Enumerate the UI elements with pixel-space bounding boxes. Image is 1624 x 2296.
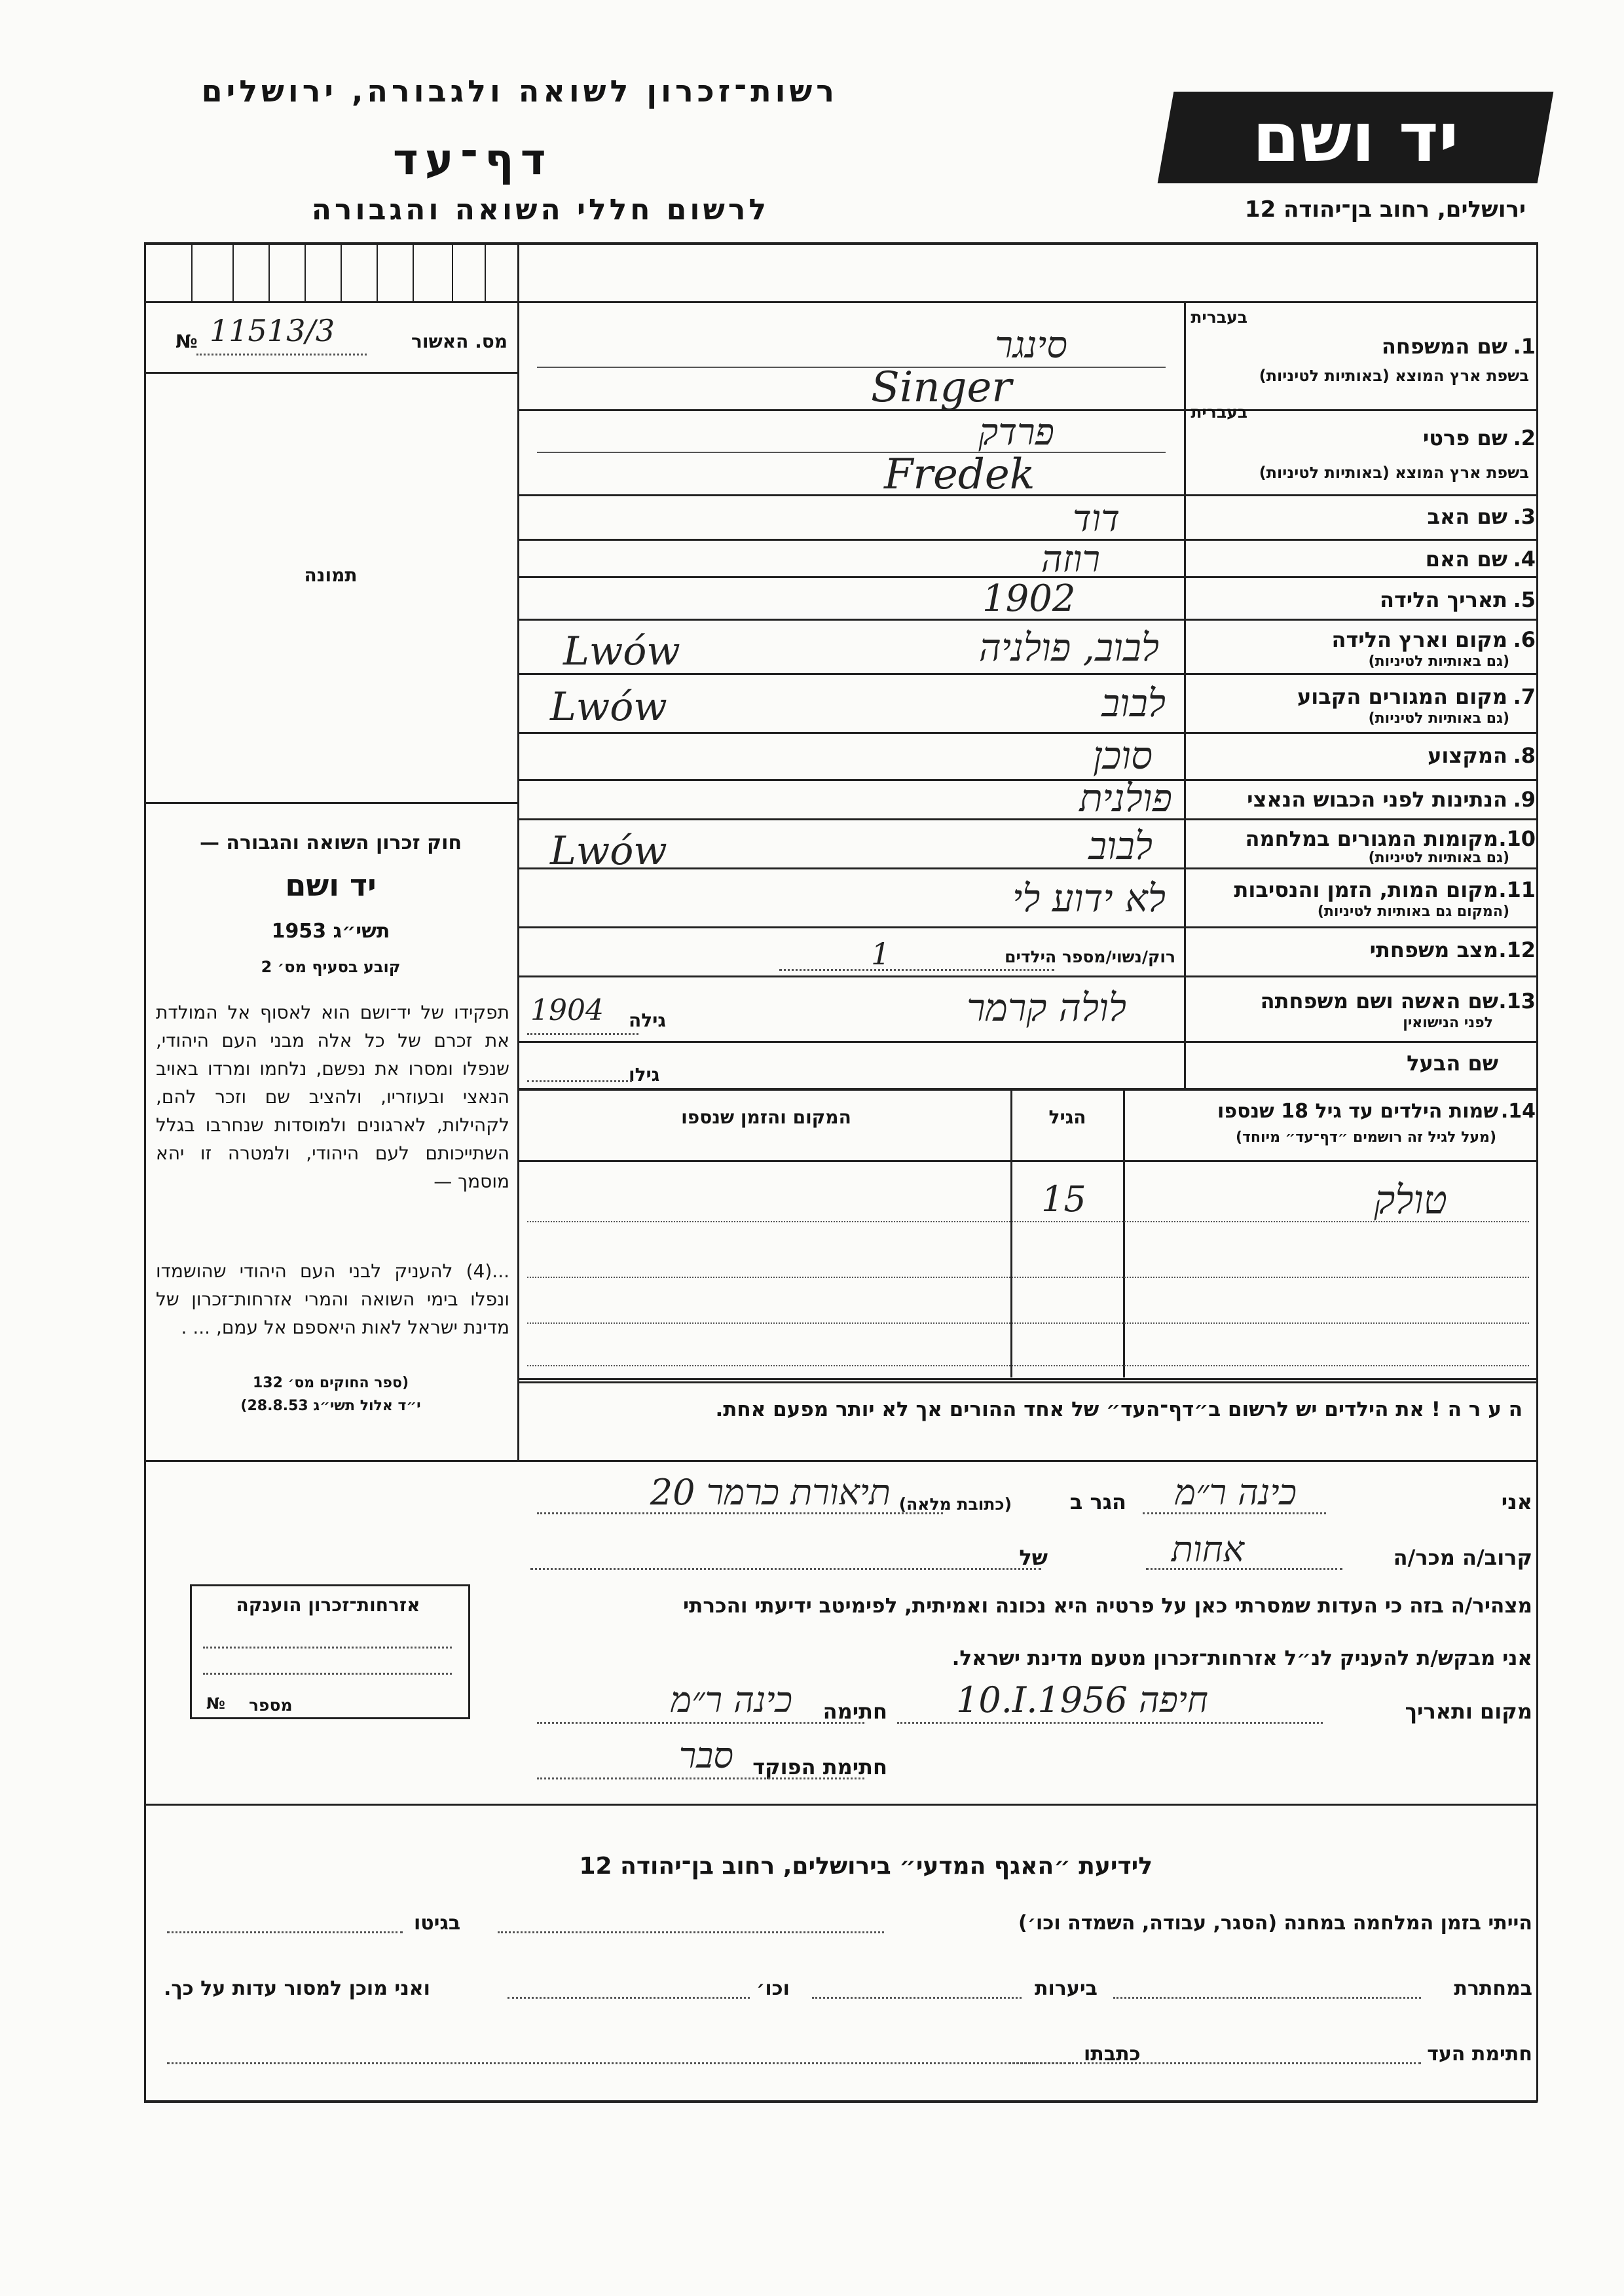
field-1-value-hebrew: סינגר bbox=[995, 324, 1067, 367]
field-1-hebrew-tag: בעברית bbox=[1190, 308, 1247, 327]
field-2-origin-note: בשפת ארץ המוצא (באותיות לטיניות) bbox=[1259, 464, 1529, 482]
photo-label: תמונה bbox=[304, 564, 358, 586]
field-6-label: מקום וארץ הלידה bbox=[1331, 627, 1507, 652]
witness-resides-label: הגר ב bbox=[1069, 1489, 1126, 1514]
field-5-value: 1902 bbox=[982, 577, 1076, 620]
field-3-value: דוד bbox=[1072, 498, 1120, 540]
yad-vashem-logo bbox=[1158, 92, 1554, 183]
field-5-label: תאריך הלידה bbox=[1379, 587, 1507, 612]
field-10-note: (גם באותיות לטיניות) bbox=[1368, 850, 1509, 866]
bottom-line1-b: בגיטו bbox=[414, 1912, 461, 1935]
law-title: חוק זכרון השואה והגבורה — bbox=[199, 831, 462, 854]
reg-value: 11513/3 bbox=[210, 313, 335, 348]
field-3-label: שם האב bbox=[1427, 504, 1507, 529]
field-4-label: שם האם bbox=[1425, 547, 1507, 572]
bottom-line2-c: וכו׳ bbox=[756, 1977, 790, 2000]
field-2-num: 2. bbox=[1513, 426, 1536, 450]
field-7-label: מקום המגורים הקבוע bbox=[1297, 684, 1507, 709]
bottom-line2-b: ביערות bbox=[1035, 1977, 1098, 2000]
field-13-note: לפני הנישואין bbox=[1403, 1015, 1493, 1031]
reg-no-sign: № bbox=[175, 331, 198, 352]
law-text-2: ...(4) להעניק לבני העם היהודי שהושמדו ונפלו בימי השואה והמרי אזרחות־זכרון של מדינת ישראל לאות היאספם אל עמם, ... . bbox=[156, 1260, 509, 1338]
field-13-age-value: 1904 bbox=[530, 994, 604, 1027]
children-note: (מעל לגיל זה רושמים ״דף־עד״ מיוחד) bbox=[1235, 1129, 1496, 1146]
field-11-value: לא ידוע לי bbox=[1012, 876, 1166, 920]
bottom-line3-b: כתבתו bbox=[1084, 2043, 1141, 2066]
field-9-num: 9. bbox=[1513, 787, 1536, 812]
law-text-1: תפקידו של יד־ושם הוא לאסוף אל המולדת את זכרם של כל אלה מבני העם היהודי, שנפלו ומסרו את נפשם, נלחמו ומרדו באויב הנאצי ובעוזריו, ולהציב שם וזכר להם, לקהילות, לארגונים ולמוסדות שנחרבו בגלל השתייכותם לעם היהודי, ולמטרה זו יהא מוסמך — bbox=[156, 1002, 509, 1192]
law-name: יד ושם bbox=[285, 867, 377, 903]
form-subtitle: לרשום חללי השואה והגבורה bbox=[311, 193, 769, 227]
field-6-note: (גם באותיות לטיניות) bbox=[1368, 653, 1509, 670]
witness-relative-label: קרוב/ה מכר/ה bbox=[1393, 1545, 1532, 1570]
husband-age-label: גילו bbox=[629, 1064, 660, 1085]
field-3-num: 3. bbox=[1513, 504, 1536, 529]
field-7-value-hebrew: לבוב bbox=[1101, 681, 1166, 725]
field-7-note: (גם באותיות לטיניות) bbox=[1368, 710, 1509, 727]
law-year: תשי״ג 1953 bbox=[271, 920, 390, 943]
authority-name: רשות־זכרון לשואה ולגבורה, ירושלים bbox=[201, 73, 838, 109]
bottom-line1-a: הייתי בזמן המלחמה במחנה (הסגר, עבודה, השמדה וכו׳) bbox=[1018, 1912, 1532, 1935]
law-source: (ספר החוקים מס׳ 132 bbox=[252, 1375, 409, 1391]
field-5-num: 5. bbox=[1513, 587, 1536, 612]
children-num: 14. bbox=[1500, 1100, 1536, 1123]
field-10-value-hebrew: לבוב bbox=[1088, 824, 1153, 868]
law-date: י״ד אלול תשי״ג 28.8.53) bbox=[240, 1398, 421, 1414]
field-10-num: 10. bbox=[1498, 826, 1536, 851]
field-2-value-latin: Fredek bbox=[884, 450, 1035, 499]
witness-place-date-label: מקום ותאריך bbox=[1405, 1699, 1532, 1724]
field-10-label: מקומות המגורים במלחמה bbox=[1245, 826, 1498, 851]
witness-declaration: מצהיר/ה בזה כי העדות שמסרתי כאן על פרטיה היא נכונה ואמיתית, לפימיטב ידיעתי והכרתי bbox=[683, 1594, 1532, 1618]
field-12-note: רוק/נשוי/מספר הילדים bbox=[1005, 947, 1175, 966]
citizenship-no-sign: № bbox=[206, 1694, 225, 1713]
form-title: דף־עד bbox=[393, 134, 553, 185]
husband-label: שם הבעל bbox=[1407, 1051, 1498, 1076]
field-8-value: סוכן bbox=[1093, 733, 1153, 778]
law-clause: קובע בסעיף מס׳ 2 bbox=[261, 958, 401, 976]
witness-address-value: תיאורת כרמר 20 bbox=[650, 1472, 891, 1513]
field-1-value-latin: Singer bbox=[871, 363, 1012, 412]
field-9-label: הנתינות לפני הכבוש הנאצי bbox=[1247, 787, 1507, 812]
field-10-value-latin: Lwów bbox=[550, 828, 667, 874]
field-1-label: שם המשפחה bbox=[1381, 334, 1507, 359]
field-8-label: המקצוע bbox=[1428, 743, 1507, 768]
field-6-value-latin: Lwów bbox=[563, 629, 680, 674]
bottom-line2-d: ואני מוכן למסור עדות על כך. bbox=[164, 1977, 430, 2000]
witness-signature-value: כינה ר״מ bbox=[671, 1679, 792, 1721]
field-6-num: 6. bbox=[1513, 627, 1536, 652]
field-1-origin-note: בשפת ארץ המוצא (באותיות לטיניות) bbox=[1259, 367, 1529, 385]
witness-relative-value: אחות bbox=[1171, 1529, 1244, 1570]
field-4-value: רוזה bbox=[1041, 538, 1100, 581]
field-6-value-hebrew: לבוב, פולניה bbox=[978, 625, 1159, 670]
field-11-num: 11. bbox=[1498, 877, 1536, 902]
witness-i-label: אני bbox=[1501, 1489, 1532, 1514]
citizenship-box-title: אזרחות־זכרון הוענקה bbox=[236, 1594, 420, 1616]
witness-name-value: כינה ר״מ bbox=[1175, 1472, 1297, 1513]
field-13-num: 13. bbox=[1498, 989, 1536, 1013]
officer-signature-value: סבר bbox=[678, 1735, 733, 1776]
field-2-value-hebrew: פרדק bbox=[978, 411, 1054, 454]
bottom-line2-a: במחתרת bbox=[1454, 1977, 1532, 2000]
field-2-hebrew-tag: בעברית bbox=[1190, 403, 1247, 422]
reg-label: מס. האשור bbox=[411, 331, 507, 352]
field-11-note: (המקום גם באותיות לטיניות) bbox=[1317, 903, 1509, 920]
field-7-value-latin: Lwów bbox=[550, 684, 667, 730]
field-12-num: 12. bbox=[1498, 938, 1536, 962]
children-col-age: הגיל bbox=[1048, 1106, 1086, 1128]
witness-signature-label: חתימה bbox=[822, 1699, 887, 1724]
field-4-num: 4. bbox=[1513, 547, 1536, 572]
field-13-label: שם האשה ושם משפחתה bbox=[1260, 989, 1498, 1013]
witness-place-date-value: 10.I.1956 חיפה bbox=[956, 1679, 1209, 1721]
bottom-line3-a: חתימת העד bbox=[1427, 2043, 1532, 2066]
field-13-age-label: גילה bbox=[629, 1010, 666, 1031]
citizenship-no-label: מספר bbox=[249, 1696, 293, 1715]
witness-of-label: של bbox=[1019, 1545, 1048, 1570]
field-9-value: פולנית bbox=[1079, 776, 1172, 820]
field-8-num: 8. bbox=[1513, 743, 1536, 768]
children-row-1-name: טולק bbox=[1374, 1177, 1447, 1223]
children-title: שמות הילדים עד גיל 18 שנספו bbox=[1217, 1100, 1498, 1123]
note-text: ה ע ר ה ! את הילדים יש לרשום ב״דף־העד״ של אחד ההורים אך לא יותר מפעם אחת. bbox=[715, 1398, 1522, 1421]
field-2-label: שם פרטי bbox=[1422, 426, 1507, 450]
field-12-label: מצב משפחתי bbox=[1369, 938, 1498, 962]
children-row-1-age: 15 bbox=[1041, 1178, 1086, 1220]
witness-request: אני מבקש/ת להעניק לנ״ל אזרחות־זכרון מטעם מדינת ישראל. bbox=[951, 1647, 1532, 1670]
logo-text: יד ושם bbox=[1252, 98, 1459, 177]
field-12-value: 1 bbox=[871, 936, 891, 972]
witness-address-note: (כתובת מלאה) bbox=[898, 1495, 1012, 1514]
field-7-num: 7. bbox=[1513, 684, 1536, 709]
field-13-value: לולה קרמר bbox=[967, 985, 1126, 1030]
field-1-num: 1. bbox=[1513, 334, 1536, 359]
field-11-label: מקום המות, הזמן והנסיבות bbox=[1234, 877, 1498, 902]
officer-signature-label: חתימת הפוקד bbox=[752, 1755, 887, 1779]
header-address: ירושלים, רחוב בן־יהודה 12 bbox=[1244, 196, 1526, 223]
bottom-title: לידיעת ״האגף המדעי״ בירושלים, רחוב בן־יהודה 12 bbox=[579, 1853, 1153, 1880]
children-col-place: המקום והזמן שנספו bbox=[681, 1106, 851, 1128]
